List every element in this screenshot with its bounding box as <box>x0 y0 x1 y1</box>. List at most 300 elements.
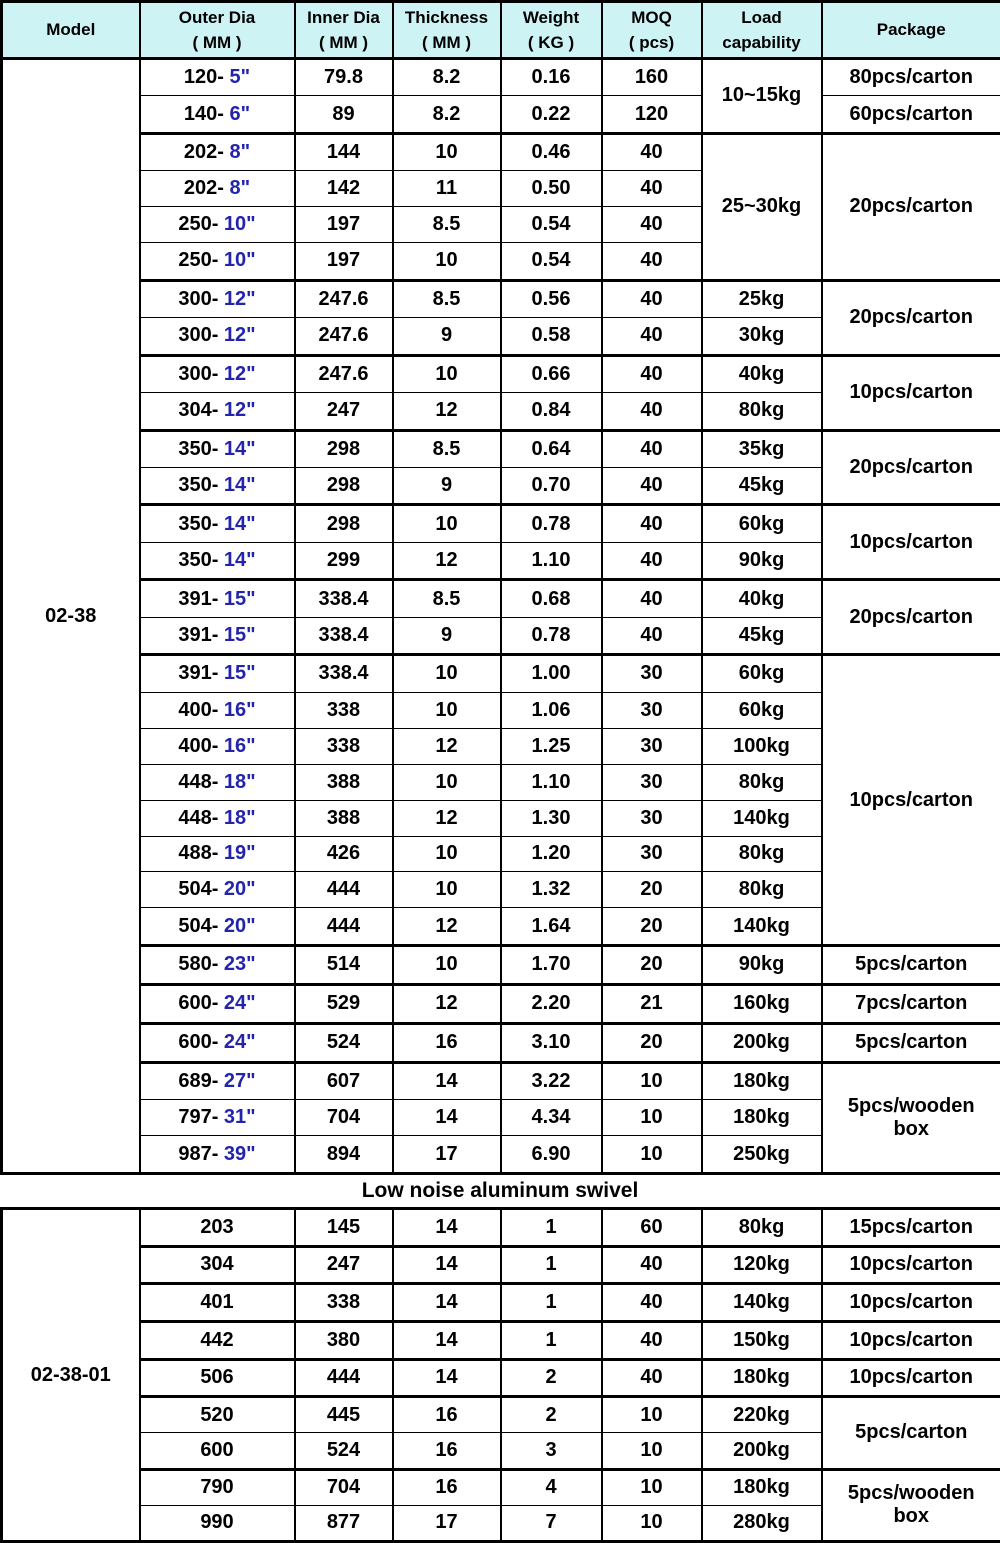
table-row <box>2 133 1000 170</box>
cell-moq: 40 <box>602 617 702 654</box>
cell-moq: 40 <box>602 580 702 617</box>
outer-dia-mm: 350- <box>178 512 224 535</box>
outer-dia-mm: 580- <box>178 953 224 976</box>
cell-load-capability: 60kg <box>702 505 822 542</box>
outer-dia-mm: 400- <box>178 734 224 757</box>
cell-outer-dia <box>140 1023 295 1062</box>
cell-weight: 1 <box>501 1246 602 1284</box>
cell-weight: 1.64 <box>501 908 602 945</box>
cell-outer-dia: 790 <box>140 1469 295 1505</box>
cell-package: 5pcs/wooden box <box>822 1062 1000 1173</box>
cell-outer-dia <box>140 800 295 836</box>
outer-dia-mm: 987- <box>178 1142 224 1165</box>
cell-moq: 10 <box>602 1062 702 1099</box>
outer-dia-inch: 24" <box>223 1031 256 1054</box>
cell-package: 7pcs/carton <box>822 984 1000 1023</box>
cell-load-capability: 280kg <box>702 1505 822 1541</box>
outer-dia-inch: 31" <box>223 1106 256 1129</box>
cell-load-capability: 90kg <box>702 542 822 579</box>
outer-dia-mm: 391- <box>178 587 224 610</box>
cell-load-capability: 180kg <box>702 1100 822 1136</box>
cell-outer-dia <box>140 728 295 764</box>
cell-outer-dia <box>140 984 295 1023</box>
cell-thickness: 14 <box>393 1246 501 1284</box>
table-body-02-38 <box>2 59 1000 1174</box>
cell-weight: 1 <box>501 1321 602 1359</box>
cell-thickness: 12 <box>393 728 501 764</box>
cell-inner-dia: 247.6 <box>295 355 393 392</box>
outer-dia-mm: 250- <box>178 249 224 272</box>
cell-moq: 40 <box>602 243 702 280</box>
cell-thickness: 10 <box>393 836 501 872</box>
cell-thickness: 10 <box>393 692 501 728</box>
outer-dia-mm: 797- <box>178 1106 224 1129</box>
outer-dia-inch: 20" <box>223 878 256 901</box>
cell-thickness: 9 <box>393 467 501 504</box>
cell-inner-dia: 704 <box>295 1100 393 1136</box>
cell-package: 5pcs/carton <box>822 1023 1000 1062</box>
cell-inner-dia: 197 <box>295 207 393 243</box>
cell-moq: 40 <box>602 430 702 467</box>
cell-outer-dia <box>140 908 295 945</box>
cell-moq: 40 <box>602 171 702 207</box>
cell-thickness: 8.5 <box>393 207 501 243</box>
cell-moq: 40 <box>602 1246 702 1284</box>
cell-inner-dia: 298 <box>295 430 393 467</box>
cell-weight: 0.84 <box>501 393 602 430</box>
cell-moq: 21 <box>602 984 702 1023</box>
outer-dia-inch: 24" <box>223 992 256 1015</box>
cell-load-capability: 200kg <box>702 1433 822 1469</box>
cell-outer-dia: 520 <box>140 1397 295 1433</box>
table-row <box>2 1062 1000 1099</box>
cell-outer-dia <box>140 133 295 170</box>
cell-outer-dia <box>140 764 295 800</box>
cell-load-capability: 45kg <box>702 467 822 504</box>
cell-load-capability: 150kg <box>702 1321 822 1359</box>
cell-thickness: 14 <box>393 1062 501 1099</box>
outer-dia-inch: 27" <box>223 1069 256 1092</box>
table-header <box>2 2 1000 59</box>
table-row <box>2 96 1000 133</box>
cell-inner-dia: 524 <box>295 1023 393 1062</box>
cell-weight: 0.70 <box>501 467 602 504</box>
cell-outer-dia <box>140 1136 295 1174</box>
cell-thickness: 14 <box>393 1321 501 1359</box>
cell-outer-dia <box>140 467 295 504</box>
cell-weight: 3.10 <box>501 1023 602 1062</box>
cell-weight: 4 <box>501 1469 602 1505</box>
cell-moq: 30 <box>602 764 702 800</box>
cell-load-capability: 80kg <box>702 1209 822 1247</box>
cell-thickness: 10 <box>393 945 501 984</box>
outer-dia-inch: 15" <box>223 624 256 647</box>
cell-weight: 1.70 <box>501 945 602 984</box>
cell-load-capability: 220kg <box>702 1397 822 1433</box>
table-row <box>2 1469 1000 1505</box>
cell-moq: 60 <box>602 1209 702 1247</box>
cell-load-capability: 25~30kg <box>702 133 822 280</box>
table-row <box>2 1209 1000 1247</box>
cell-moq: 10 <box>602 1397 702 1433</box>
table-row <box>2 355 1000 392</box>
cell-weight: 7 <box>501 1505 602 1541</box>
cell-inner-dia: 145 <box>295 1209 393 1247</box>
cell-inner-dia: 298 <box>295 505 393 542</box>
cell-outer-dia <box>140 318 295 355</box>
cell-moq: 40 <box>602 542 702 579</box>
outer-dia-inch: 14" <box>223 474 256 497</box>
cell-weight: 1.10 <box>501 542 602 579</box>
outer-dia-mm: 350- <box>178 437 224 460</box>
cell-thickness: 9 <box>393 617 501 654</box>
cell-moq: 20 <box>602 872 702 908</box>
cell-package: 10pcs/carton <box>822 1321 1000 1359</box>
outer-dia-mm: 504- <box>178 914 224 937</box>
outer-dia-inch: 8" <box>229 141 251 164</box>
table-row <box>2 1321 1000 1359</box>
table-row <box>2 945 1000 984</box>
cell-inner-dia: 388 <box>295 800 393 836</box>
col-header-line1: Package <box>876 20 946 40</box>
col-header-model <box>2 2 140 59</box>
outer-dia-inch: 10" <box>223 213 256 236</box>
cell-load-capability: 80kg <box>702 764 822 800</box>
header-row <box>2 2 1000 59</box>
cell-outer-dia <box>140 243 295 280</box>
col-header-weight <box>501 2 602 59</box>
cell-moq: 40 <box>602 1321 702 1359</box>
cell-outer-dia <box>140 393 295 430</box>
cell-moq: 40 <box>602 133 702 170</box>
cell-thickness: 8.2 <box>393 59 501 96</box>
cell-outer-dia: 203 <box>140 1209 295 1247</box>
cell-thickness: 16 <box>393 1433 501 1469</box>
cell-inner-dia: 247.6 <box>295 280 393 317</box>
cell-weight: 2 <box>501 1359 602 1397</box>
cell-package: 15pcs/carton <box>822 1209 1000 1247</box>
cell-weight: 0.68 <box>501 580 602 617</box>
col-header-line2: capability <box>722 33 801 52</box>
outer-dia-inch: 16" <box>223 734 256 757</box>
outer-dia-inch: 12" <box>223 362 256 385</box>
cell-weight: 3 <box>501 1433 602 1469</box>
cell-weight: 0.54 <box>501 207 602 243</box>
cell-thickness: 11 <box>393 171 501 207</box>
cell-inner-dia: 426 <box>295 836 393 872</box>
outer-dia-mm: 250- <box>178 213 224 236</box>
table-row <box>2 1359 1000 1397</box>
table-row <box>2 984 1000 1023</box>
table-row <box>2 1023 1000 1062</box>
cell-outer-dia <box>140 280 295 317</box>
table-row <box>2 505 1000 542</box>
cell-thickness: 10 <box>393 133 501 170</box>
outer-dia-mm: 300- <box>178 324 224 347</box>
outer-dia-mm: 300- <box>178 287 224 310</box>
cell-outer-dia <box>140 505 295 542</box>
cell-load-capability: 180kg <box>702 1359 822 1397</box>
cell-moq: 10 <box>602 1505 702 1541</box>
cell-thickness: 12 <box>393 542 501 579</box>
table-row <box>2 1246 1000 1284</box>
cell-inner-dia: 877 <box>295 1505 393 1541</box>
table-row <box>2 655 1000 692</box>
cell-thickness: 16 <box>393 1469 501 1505</box>
cell-load-capability: 140kg <box>702 908 822 945</box>
cell-inner-dia: 89 <box>295 96 393 133</box>
outer-dia-inch: 18" <box>223 806 256 829</box>
cell-inner-dia: 247.6 <box>295 318 393 355</box>
cell-inner-dia: 338.4 <box>295 580 393 617</box>
col-header-line1: Outer Dia <box>178 7 256 27</box>
outer-dia-mm: 120- <box>183 66 230 89</box>
cell-thickness: 16 <box>393 1023 501 1062</box>
outer-dia-inch: 14" <box>223 549 256 572</box>
outer-dia-inch: 14" <box>223 512 256 535</box>
cell-package: 5pcs/carton <box>822 1397 1000 1469</box>
cell-inner-dia: 444 <box>295 908 393 945</box>
outer-dia-inch: 12" <box>223 287 256 310</box>
cell-load-capability: 160kg <box>702 984 822 1023</box>
cell-outer-dia: 506 <box>140 1359 295 1397</box>
cell-load-capability: 140kg <box>702 1284 822 1322</box>
cell-package: 10pcs/carton <box>822 1359 1000 1397</box>
cell-package: 10pcs/carton <box>822 1246 1000 1284</box>
cell-inner-dia: 247 <box>295 1246 393 1284</box>
cell-load-capability: 25kg <box>702 280 822 317</box>
cell-outer-dia: 442 <box>140 1321 295 1359</box>
col-header-line2: ( MM ) <box>318 33 369 52</box>
cell-outer-dia <box>140 207 295 243</box>
cell-outer-dia <box>140 872 295 908</box>
cell-weight: 1.10 <box>501 764 602 800</box>
outer-dia-inch: 23" <box>223 953 256 976</box>
cell-outer-dia: 600 <box>140 1433 295 1469</box>
cell-inner-dia: 197 <box>295 243 393 280</box>
cell-load-capability: 60kg <box>702 655 822 692</box>
cell-weight: 1 <box>501 1209 602 1247</box>
outer-dia-inch: 6" <box>229 102 251 125</box>
cell-inner-dia: 529 <box>295 984 393 1023</box>
cell-thickness: 10 <box>393 505 501 542</box>
cell-moq: 30 <box>602 692 702 728</box>
cell-moq: 20 <box>602 908 702 945</box>
table-row <box>2 430 1000 467</box>
col-header-thickness <box>393 2 501 59</box>
cell-weight: 1.32 <box>501 872 602 908</box>
outer-dia-mm: 140- <box>183 102 230 125</box>
col-header-line1: Inner Dia <box>307 7 380 27</box>
col-header-line1: Thickness <box>404 7 489 27</box>
cell-outer-dia <box>140 692 295 728</box>
outer-dia-inch: 14" <box>223 437 256 460</box>
cell-moq: 10 <box>602 1433 702 1469</box>
cell-inner-dia: 338 <box>295 728 393 764</box>
cell-weight: 1.25 <box>501 728 602 764</box>
cell-load-capability: 180kg <box>702 1062 822 1099</box>
cell-weight: 0.22 <box>501 96 602 133</box>
outer-dia-mm: 300- <box>178 362 224 385</box>
outer-dia-inch: 8" <box>229 177 251 200</box>
cell-moq: 40 <box>602 1284 702 1322</box>
cell-load-capability: 200kg <box>702 1023 822 1062</box>
cell-moq: 10 <box>602 1469 702 1505</box>
cell-package: 20pcs/carton <box>822 580 1000 655</box>
cell-inner-dia: 445 <box>295 1397 393 1433</box>
col-header-line2: ( MM ) <box>421 33 472 52</box>
cell-weight: 6.90 <box>501 1136 602 1174</box>
cell-inner-dia: 299 <box>295 542 393 579</box>
cell-thickness: 10 <box>393 764 501 800</box>
cell-moq: 40 <box>602 393 702 430</box>
table-row <box>2 1397 1000 1433</box>
col-header-line2: ( KG ) <box>527 33 575 52</box>
outer-dia-mm: 600- <box>178 992 224 1015</box>
cell-thickness: 8.2 <box>393 96 501 133</box>
cell-inner-dia: 524 <box>295 1433 393 1469</box>
cell-thickness: 10 <box>393 872 501 908</box>
cell-outer-dia <box>140 430 295 467</box>
cell-moq: 40 <box>602 355 702 392</box>
cell-outer-dia <box>140 171 295 207</box>
cell-outer-dia: 401 <box>140 1284 295 1322</box>
cell-inner-dia: 338 <box>295 692 393 728</box>
cell-weight: 0.56 <box>501 280 602 317</box>
cell-inner-dia: 142 <box>295 171 393 207</box>
cell-outer-dia <box>140 945 295 984</box>
cell-inner-dia: 704 <box>295 1469 393 1505</box>
cell-weight: 1.30 <box>501 800 602 836</box>
cell-package: 60pcs/carton <box>822 96 1000 133</box>
section-title: Low noise aluminum swivel <box>0 1175 1000 1207</box>
cell-outer-dia <box>140 1062 295 1099</box>
cell-outer-dia <box>140 580 295 617</box>
outer-dia-inch: 12" <box>223 324 256 347</box>
outer-dia-inch: 12" <box>223 399 256 422</box>
cell-thickness: 14 <box>393 1359 501 1397</box>
outer-dia-inch: 19" <box>223 842 256 865</box>
cell-moq: 40 <box>602 207 702 243</box>
cell-moq: 120 <box>602 96 702 133</box>
cell-outer-dia <box>140 355 295 392</box>
col-header-inner-dia <box>295 2 393 59</box>
cell-inner-dia: 388 <box>295 764 393 800</box>
cell-weight: 0.54 <box>501 243 602 280</box>
cell-weight: 1.20 <box>501 836 602 872</box>
spec-table-02-38-01 <box>0 1207 1000 1543</box>
cell-load-capability: 140kg <box>702 800 822 836</box>
cell-outer-dia <box>140 542 295 579</box>
cell-moq: 40 <box>602 318 702 355</box>
outer-dia-inch: 18" <box>223 770 256 793</box>
cell-thickness: 14 <box>393 1284 501 1322</box>
cell-moq: 40 <box>602 467 702 504</box>
col-header-line2: ( pcs) <box>628 33 675 52</box>
cell-thickness: 10 <box>393 655 501 692</box>
cell-thickness: 8.5 <box>393 580 501 617</box>
cell-load-capability: 40kg <box>702 355 822 392</box>
cell-load-capability: 80kg <box>702 836 822 872</box>
cell-package: 10pcs/carton <box>822 655 1000 946</box>
col-header-line1: MOQ <box>631 7 672 27</box>
cell-weight: 1.00 <box>501 655 602 692</box>
col-header-package <box>822 2 1000 59</box>
cell-inner-dia: 79.8 <box>295 59 393 96</box>
col-header-line2: ( MM ) <box>192 33 242 52</box>
cell-thickness: 12 <box>393 393 501 430</box>
outer-dia-mm: 488- <box>178 842 224 865</box>
cell-moq: 10 <box>602 1100 702 1136</box>
cell-package: 10pcs/carton <box>822 355 1000 430</box>
cell-moq: 10 <box>602 1136 702 1174</box>
cell-load-capability: 30kg <box>702 318 822 355</box>
cell-load-capability: 45kg <box>702 617 822 654</box>
cell-moq: 40 <box>602 280 702 317</box>
cell-package: 5pcs/wooden box <box>822 1469 1000 1541</box>
cell-outer-dia <box>140 96 295 133</box>
cell-package: 10pcs/carton <box>822 505 1000 580</box>
cell-inner-dia: 444 <box>295 1359 393 1397</box>
cell-weight: 0.16 <box>501 59 602 96</box>
col-header-line1: Model <box>46 20 96 40</box>
cell-package: 5pcs/carton <box>822 945 1000 984</box>
cell-load-capability: 100kg <box>702 728 822 764</box>
cell-outer-dia <box>140 1100 295 1136</box>
cell-load-capability: 80kg <box>702 393 822 430</box>
outer-dia-mm: 350- <box>178 549 224 572</box>
cell-weight: 0.78 <box>501 617 602 654</box>
cell-package: 20pcs/carton <box>822 280 1000 355</box>
cell-thickness: 16 <box>393 1397 501 1433</box>
outer-dia-inch: 10" <box>223 249 256 272</box>
cell-inner-dia: 144 <box>295 133 393 170</box>
outer-dia-inch: 15" <box>223 587 256 610</box>
cell-weight: 0.64 <box>501 430 602 467</box>
outer-dia-mm: 600- <box>178 1031 224 1054</box>
cell-inner-dia: 247 <box>295 393 393 430</box>
cell-load-capability: 90kg <box>702 945 822 984</box>
outer-dia-mm: 350- <box>178 474 224 497</box>
cell-weight: 2 <box>501 1397 602 1433</box>
cell-weight: 0.58 <box>501 318 602 355</box>
outer-dia-mm: 448- <box>178 770 224 793</box>
cell-moq: 160 <box>602 59 702 96</box>
cell-outer-dia: 304 <box>140 1246 295 1284</box>
outer-dia-mm: 689- <box>178 1069 224 1092</box>
outer-dia-mm: 202- <box>183 141 230 164</box>
cell-load-capability: 40kg <box>702 580 822 617</box>
cell-weight: 0.66 <box>501 355 602 392</box>
cell-inner-dia: 338.4 <box>295 617 393 654</box>
cell-weight: 0.78 <box>501 505 602 542</box>
outer-dia-mm: 400- <box>178 698 224 721</box>
outer-dia-mm: 304- <box>178 399 224 422</box>
cell-inner-dia: 894 <box>295 1136 393 1174</box>
cell-thickness: 9 <box>393 318 501 355</box>
outer-dia-inch: 20" <box>223 914 256 937</box>
cell-weight: 3.22 <box>501 1062 602 1099</box>
cell-thickness: 17 <box>393 1505 501 1541</box>
cell-load-capability: 250kg <box>702 1136 822 1174</box>
cell-inner-dia: 338.4 <box>295 655 393 692</box>
cell-package: 20pcs/carton <box>822 430 1000 505</box>
table-row <box>2 280 1000 317</box>
cell-load-capability: 80kg <box>702 872 822 908</box>
cell-thickness: 10 <box>393 355 501 392</box>
cell-weight: 1.06 <box>501 692 602 728</box>
cell-load-capability: 10~15kg <box>702 59 822 134</box>
